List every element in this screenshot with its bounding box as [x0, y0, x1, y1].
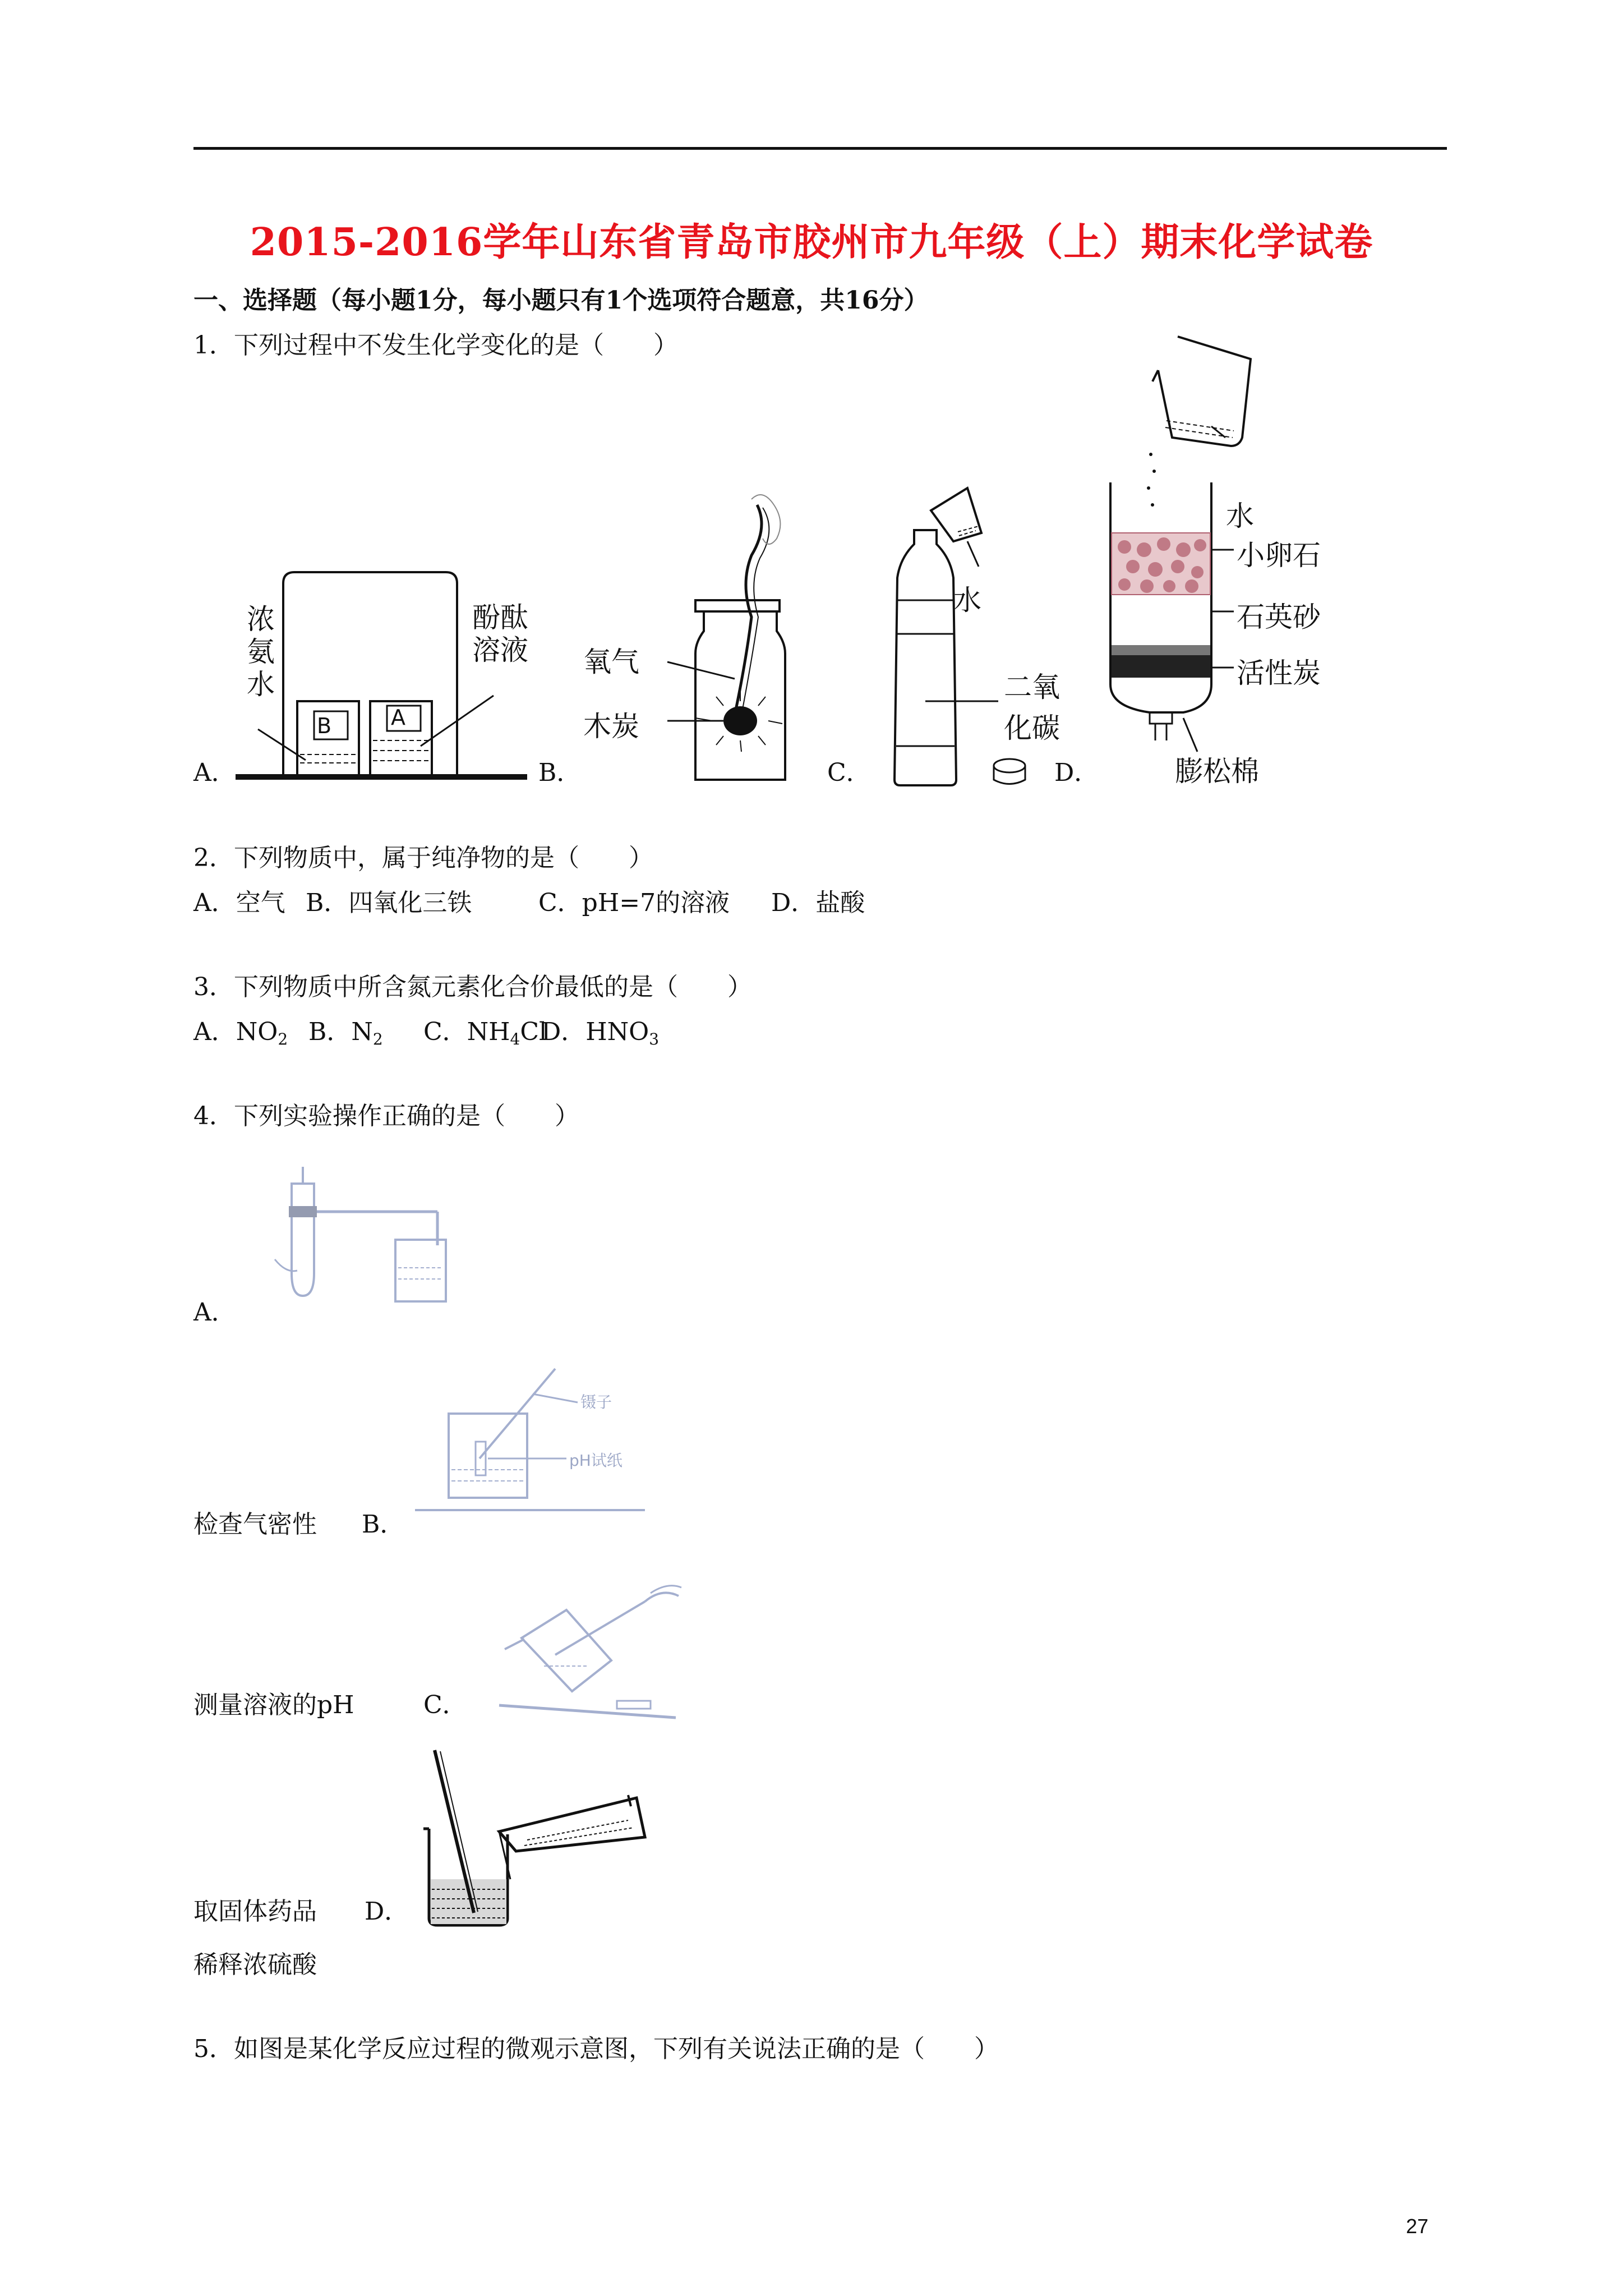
q1-option-d: D． — [1054, 758, 1099, 787]
q4-stem: 4．下列实验操作正确的是（ ） — [193, 1102, 579, 1130]
beaker-b-label: B — [317, 714, 332, 738]
activated-carbon-label: 活性炭 — [1237, 657, 1321, 689]
beaker-a-label: A — [391, 705, 405, 730]
q1-stem: 1．下列过程中不发生化学变化的是（ ） — [193, 331, 678, 360]
oxygen-label: 氧气 — [583, 646, 639, 678]
q4-figure-b — [415, 1363, 651, 1520]
q4-option-d: D． — [365, 1897, 409, 1926]
top-rule — [193, 147, 1447, 150]
q2-option-b: B．四氧化三铁 — [306, 889, 472, 917]
q4-option-b: B． — [362, 1510, 405, 1539]
ph-paper-label: pH试纸 — [569, 1451, 623, 1470]
q3-option-d: D．$HNO_3$ — [541, 1018, 660, 1048]
q4-option-a: A． — [193, 1298, 236, 1327]
q1-option-a: A． — [193, 758, 236, 787]
q1-option-b: B． — [538, 758, 582, 787]
q2-stem: 2．下列物质中，属于纯净物的是（ ） — [193, 844, 653, 872]
q4-option-c: C． — [423, 1691, 467, 1719]
q4-figure-d — [415, 1745, 651, 1930]
q4-caption-b: 测量溶液的pH — [193, 1691, 354, 1719]
pebble-label: 小卵石 — [1237, 539, 1321, 572]
q5-stem: 5．如图是某化学反应过程的微观示意图，下列有关说法正确的是（ ） — [193, 2035, 999, 2063]
tweezers-label: 镊子 — [580, 1393, 612, 1411]
q3-option-b: B．$N_2$ — [308, 1018, 383, 1048]
q4-figure-a — [264, 1161, 465, 1318]
q4-caption-a: 检查气密性 — [193, 1510, 317, 1539]
water-label-c: 水 — [953, 584, 981, 616]
cotton-label: 膨松棉 — [1175, 755, 1259, 788]
q3-stem: 3．下列物质中所含氮元素化合价最低的是（ ） — [193, 973, 752, 1001]
q2-option-d: D．盐酸 — [771, 889, 865, 917]
co2-label-1: 二氧 — [1004, 671, 1060, 703]
q4-caption-d: 稀释浓硫酸 — [193, 1950, 317, 1979]
q2-option-c: C．pH=7的溶液 — [538, 889, 730, 917]
q3-option-c: C．$NH_4Cl$ — [423, 1018, 547, 1048]
q4-figure-c — [482, 1571, 684, 1722]
water-label-d: 水 — [1226, 500, 1254, 532]
quartz-sand-label: 石英砂 — [1237, 601, 1321, 633]
q3-option-a: A．$NO_2$ — [193, 1018, 288, 1048]
q4-caption-c: 取固体药品 — [193, 1897, 317, 1926]
page-number: 27 — [1406, 2215, 1429, 2238]
section-heading: 一、选择题（每小题1分，每小题只有1个选项符合题意，共16分） — [193, 286, 929, 315]
q1-option-c: C． — [827, 758, 871, 787]
charcoal-label: 木炭 — [583, 710, 639, 743]
co2-label-2: 化碳 — [1004, 712, 1060, 744]
q1a-right-label: 酚酞溶液 — [472, 601, 528, 666]
q2-option-a: A．空气 — [193, 889, 285, 917]
exam-title: 2015-2016学年山东省青岛市胶州市九年级（上）期末化学试卷 — [250, 220, 1373, 265]
